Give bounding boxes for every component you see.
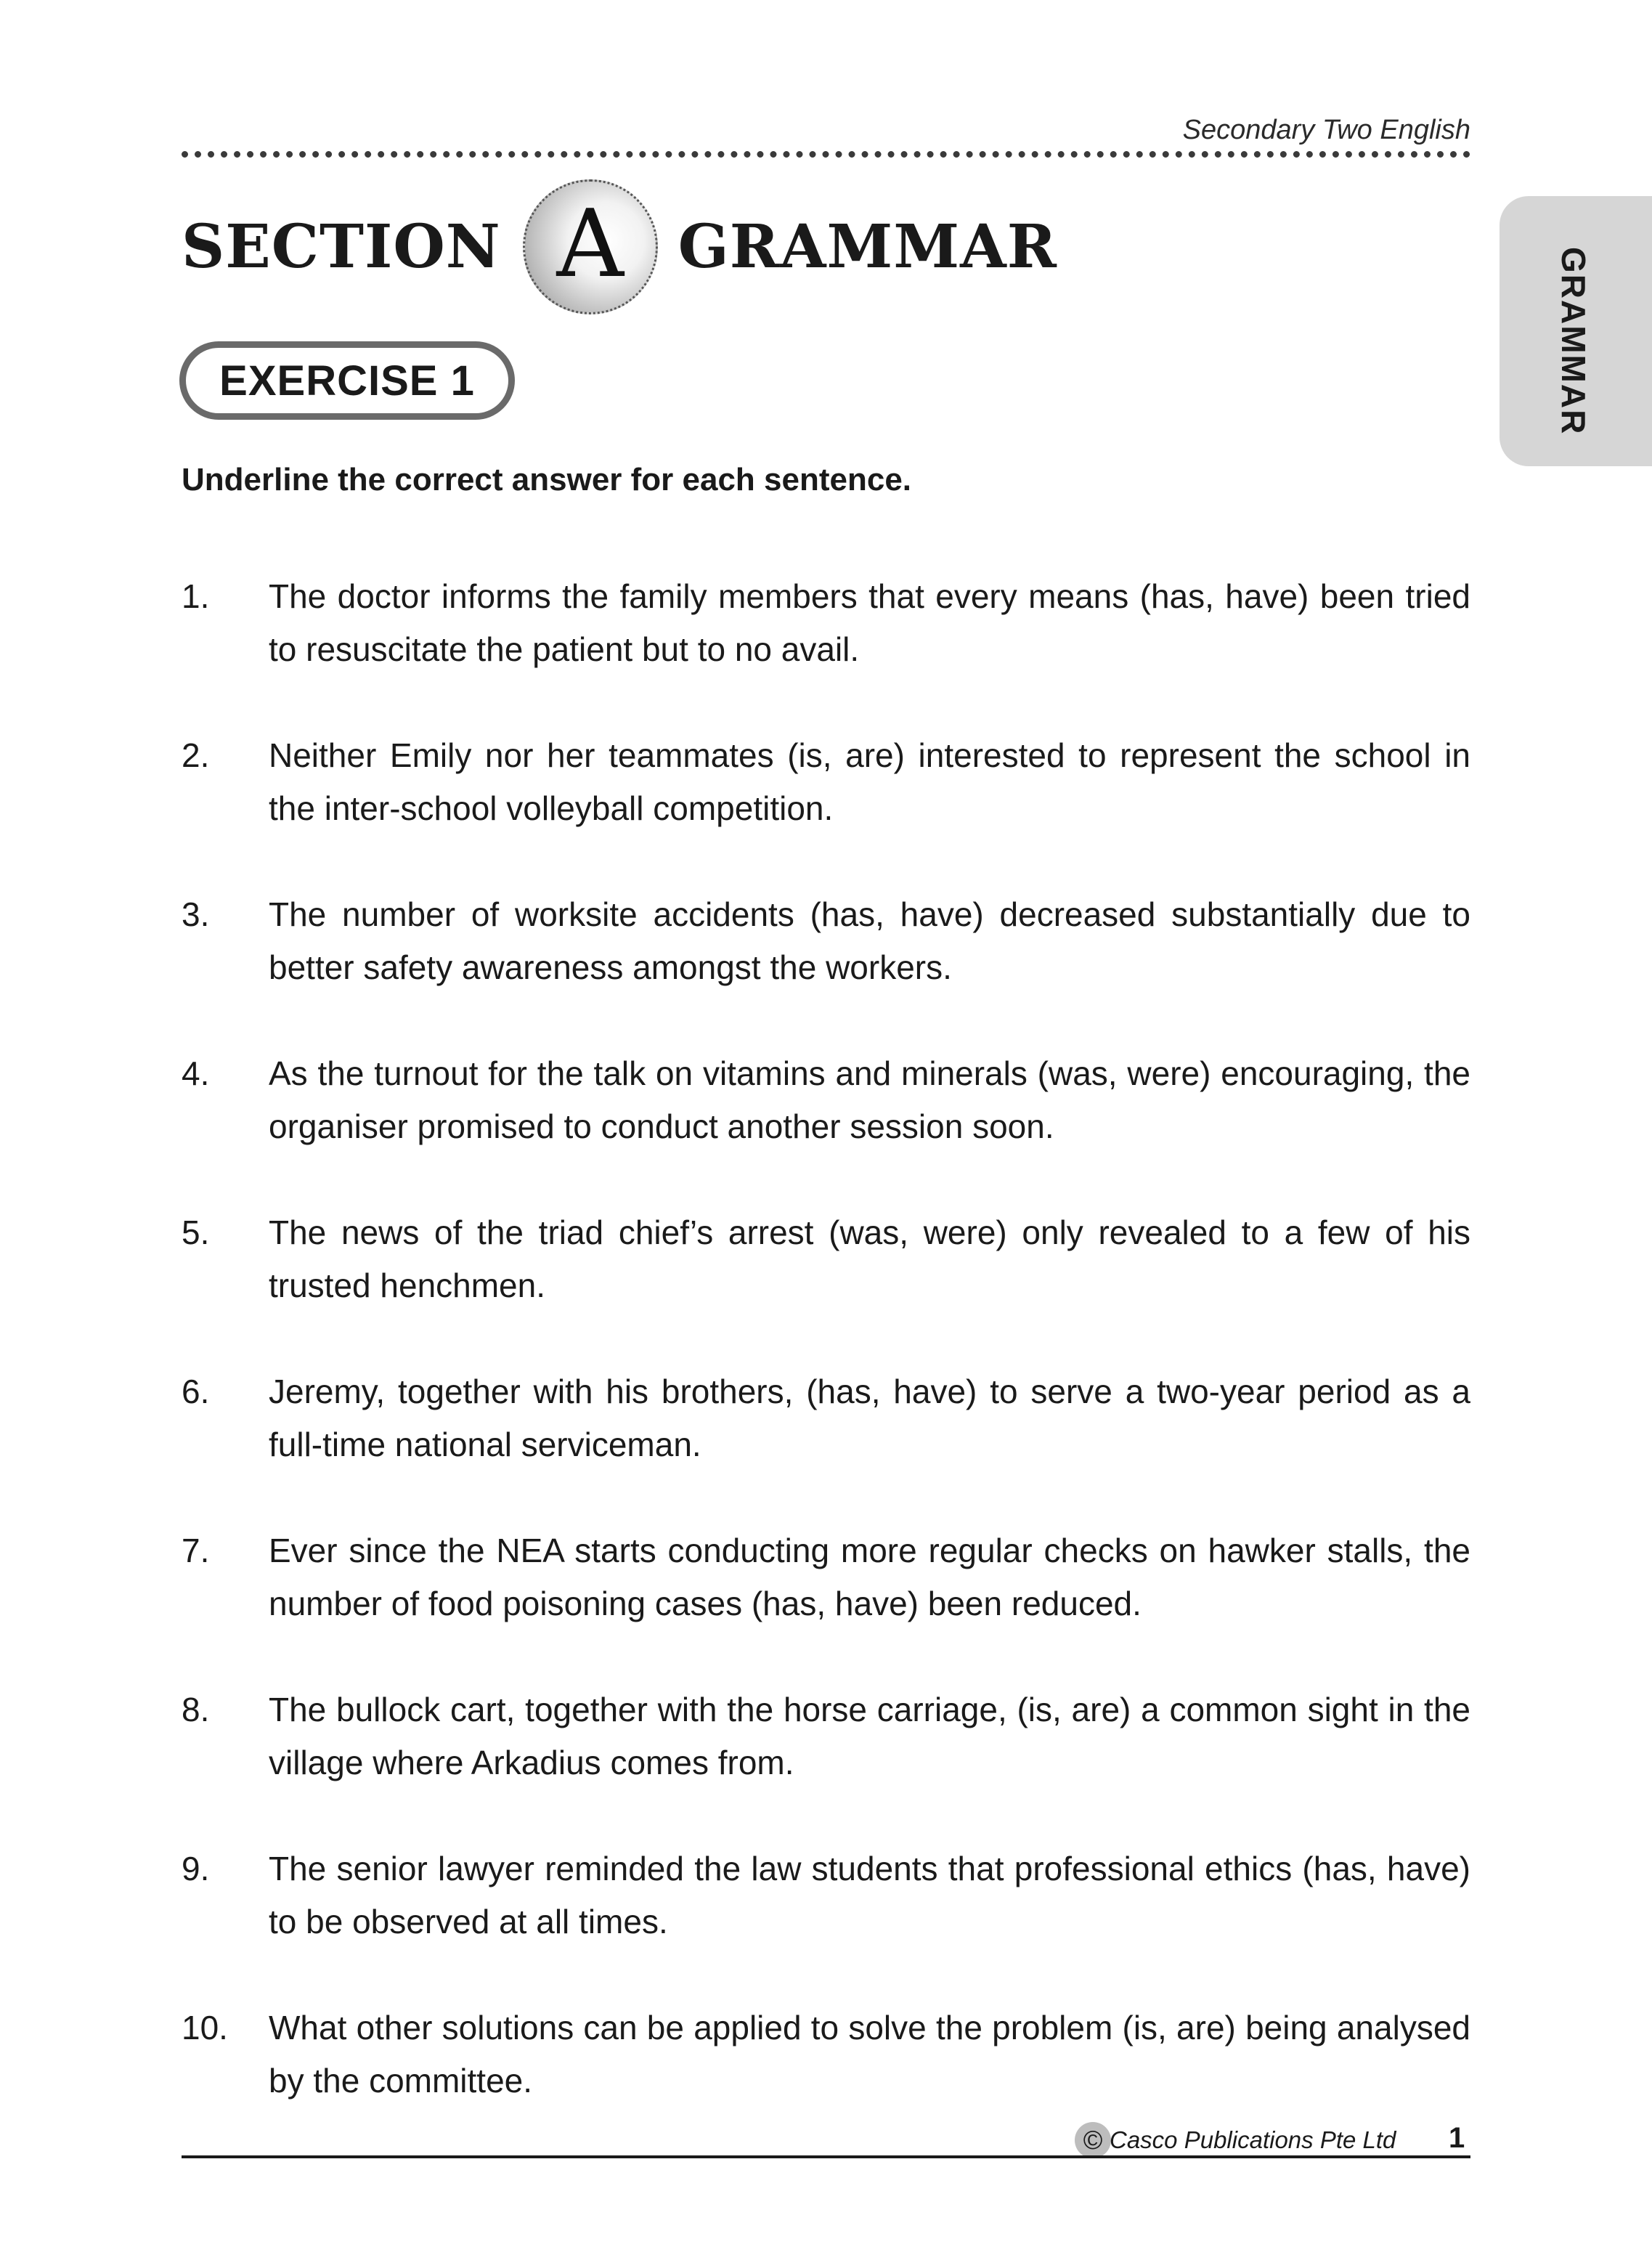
question-number: 6. <box>182 1373 210 1410</box>
question-number: 4. <box>182 1054 210 1092</box>
instruction: Underline the correct answer for each sentence. <box>182 462 912 497</box>
section-topic: GRAMMAR <box>678 212 1057 282</box>
question-item <box>182 1047 1470 1206</box>
question-text: Neither Emily nor her teammates (is, are) interested to represent the school in the inter-school volleyball competition. <box>269 736 1470 827</box>
footer-publisher <box>1075 2124 1396 2156</box>
header-dotted-divider <box>182 151 1470 158</box>
question-item <box>182 1365 1470 1524</box>
question-text: The number of worksite accidents (has, have) decreased substantially due to better safety awareness amongst the workers. <box>269 895 1470 986</box>
section-heading <box>182 174 1057 320</box>
section-word: SECTION <box>182 212 501 282</box>
footer-divider <box>182 2155 1470 2158</box>
section-letter: A <box>556 190 624 298</box>
question-number: 3. <box>182 895 210 933</box>
page-number: 1 <box>1449 2122 1465 2154</box>
question-number: 2. <box>182 736 210 774</box>
question-item <box>182 888 1470 1047</box>
question-item <box>182 1524 1470 1683</box>
exercise-badge <box>179 341 515 420</box>
question-item <box>182 1842 1470 2001</box>
question-number: 7. <box>182 1532 210 1569</box>
question-item <box>182 1206 1470 1365</box>
question-number: 1. <box>182 577 210 615</box>
question-text: As the turnout for the talk on vitamins and minerals (was, were) encouraging, the organiser promised to conduct another session soon. <box>269 1054 1470 1145</box>
section-letter-badge-icon <box>523 179 658 314</box>
question-number: 8. <box>182 1691 210 1728</box>
question-number: 5. <box>182 1214 210 1251</box>
question-text: The news of the triad chief’s arrest (was, were) only revealed to a few of his trusted henchmen. <box>269 1214 1470 1304</box>
side-tab-label: GRAMMAR <box>1555 247 1592 436</box>
question-number: 10. <box>182 2009 228 2046</box>
publisher-name: Casco Publications Pte Ltd <box>1110 2126 1396 2153</box>
copyright-icon <box>1075 2122 1111 2158</box>
copyright-symbol: © <box>1083 2125 1103 2155</box>
exercise-label: EXERCISE 1 <box>219 357 475 405</box>
question-item <box>182 570 1470 729</box>
question-text: The senior lawyer reminded the law students that professional ethics (has, have) to be observed at all times. <box>269 1850 1470 1940</box>
book-title: Secondary Two English <box>1182 115 1470 145</box>
question-item <box>182 1683 1470 1842</box>
question-item <box>182 729 1470 888</box>
question-text: The doctor informs the family members that every means (has, have) been tried to resuscitate the patient but to no avail. <box>269 577 1470 668</box>
question-text: Jeremy, together with his brothers, (has, have) to serve a two-year period as a full-time national serviceman. <box>269 1373 1470 1463</box>
question-text: What other solutions can be applied to solve the problem (is, are) being analysed by the committee. <box>269 2009 1470 2099</box>
question-number: 9. <box>182 1850 210 1887</box>
question-text: The bullock cart, together with the horse carriage, (is, are) a common sight in the village where Arkadius comes from. <box>269 1691 1470 1781</box>
question-text: Ever since the NEA starts conducting more regular checks on hawker stalls, the number of food poisoning cases (has, have) been reduced. <box>269 1532 1470 1622</box>
question-list <box>182 570 1470 2160</box>
